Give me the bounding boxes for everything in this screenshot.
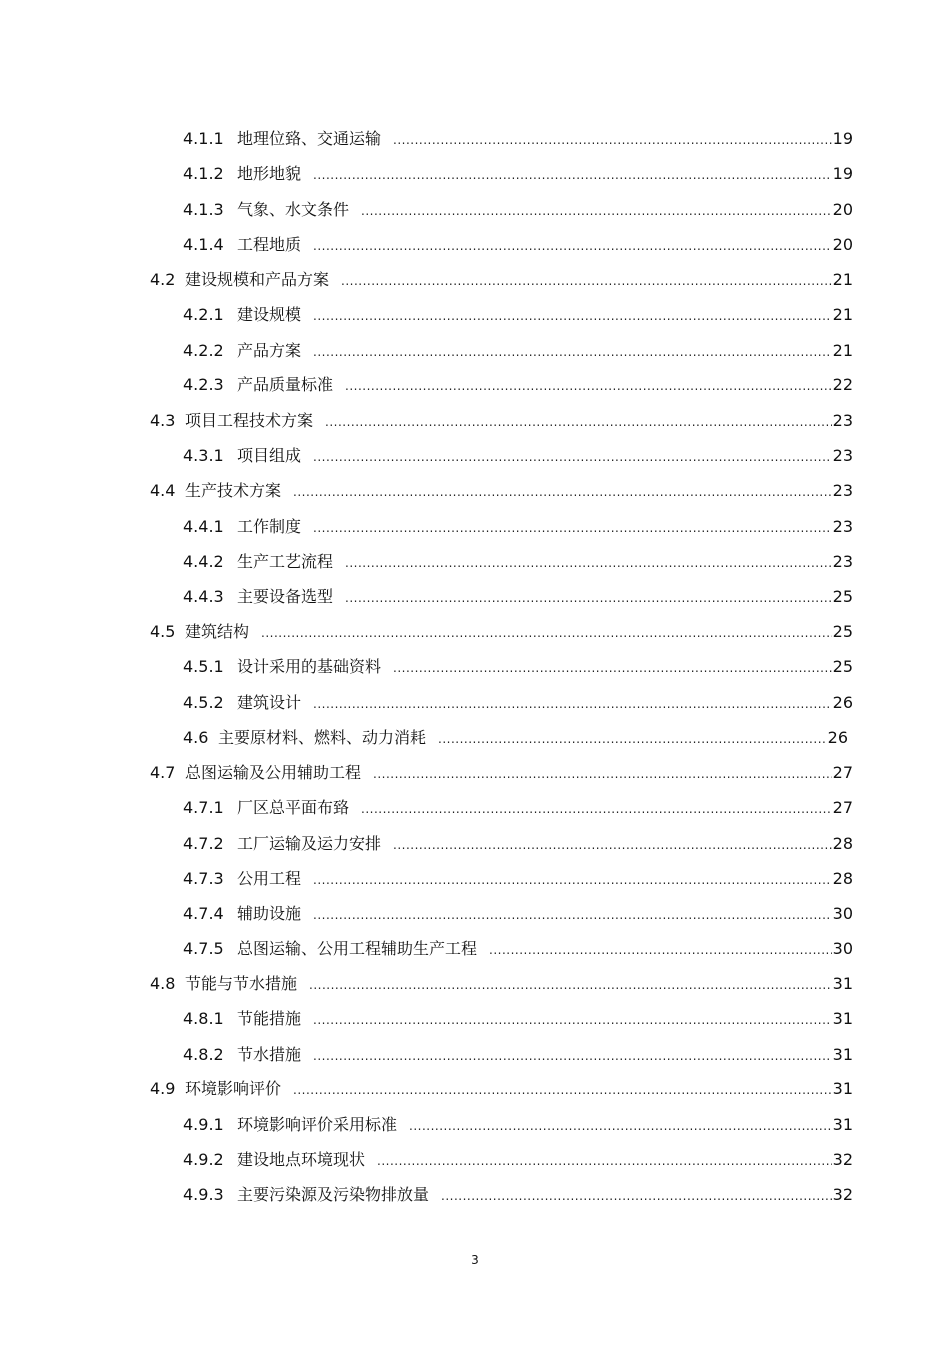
toc-entry-page: 31 — [832, 1045, 853, 1064]
toc-entry-title: 地理位臵、交通运输 — [237, 129, 382, 148]
toc-entry-title: 工程地质 — [237, 235, 302, 254]
page-number: 3 — [471, 1253, 479, 1267]
toc-entry-number: 4.7.3 — [183, 869, 224, 888]
toc-entry-title: 工厂运输及运力安排 — [237, 834, 382, 853]
toc-entry[interactable] — [183, 796, 853, 820]
toc-entry-number: 4.1.3 — [183, 200, 224, 219]
dot-leader — [313, 903, 832, 927]
toc-entry-title: 工作制度 — [237, 517, 302, 536]
toc-entry-page: 28 — [832, 834, 853, 853]
dot-leader — [377, 1149, 832, 1173]
toc-entry-number: 4.1.4 — [183, 235, 224, 254]
dot-leader — [361, 199, 832, 223]
toc-entry-title: 建筑设计 — [237, 693, 302, 712]
toc-entry-page: 19 — [832, 164, 853, 183]
dot-leader — [313, 1044, 832, 1068]
toc-entry-page: 31 — [832, 1079, 853, 1098]
toc-entry-number: 4.4.2 — [183, 552, 224, 571]
dot-leader — [313, 340, 832, 364]
toc-entry-page: 30 — [832, 939, 853, 958]
toc-entry-title: 厂区总平面布臵 — [237, 798, 350, 817]
toc-entry-number: 4.3.1 — [183, 446, 224, 465]
dot-leader — [313, 1008, 832, 1032]
dot-leader — [345, 551, 832, 575]
toc-entry-title: 生产工艺流程 — [237, 552, 334, 571]
dot-leader — [313, 445, 832, 469]
toc-entry-page: 23 — [832, 411, 853, 430]
toc-entry-number: 4.2.3 — [183, 375, 224, 394]
dot-leader — [373, 762, 832, 786]
dot-leader — [409, 1114, 832, 1138]
toc-entry-page: 19 — [832, 129, 853, 148]
toc-entry-number: 4.4 — [150, 481, 176, 500]
toc-entry-number: 4.9.3 — [183, 1185, 224, 1204]
toc-entry[interactable] — [183, 127, 853, 151]
dot-leader — [441, 1184, 832, 1208]
toc-entry-title: 节水措施 — [237, 1045, 302, 1064]
toc-entry-title: 产品质量标准 — [237, 375, 334, 394]
dot-leader — [361, 797, 832, 821]
toc-entry[interactable] — [150, 972, 853, 996]
dot-leader — [393, 833, 832, 857]
toc-entry-page: 23 — [832, 552, 853, 571]
dot-leader — [393, 128, 832, 152]
toc-entry[interactable] — [183, 691, 853, 715]
toc-entry[interactable] — [183, 1148, 853, 1172]
toc-entry-number: 4.2.1 — [183, 305, 224, 324]
toc-entry-number: 4.4.3 — [183, 587, 224, 606]
toc-entry[interactable] — [183, 198, 853, 222]
toc-entry[interactable] — [183, 655, 853, 679]
toc-entry-number: 4.5.2 — [183, 693, 224, 712]
toc-entry-number: 4.9.1 — [183, 1115, 224, 1134]
toc-entry-page: 20 — [832, 235, 853, 254]
toc-entry[interactable] — [183, 515, 853, 539]
toc-entry-page: 25 — [832, 622, 853, 641]
toc-entry-title: 产品方案 — [237, 341, 302, 360]
toc-entry-title: 主要污染源及污染物排放量 — [237, 1185, 430, 1204]
dot-leader — [293, 480, 832, 504]
toc-entry-title: 项目工程技术方案 — [185, 411, 314, 430]
toc-entry-title: 气象、水文条件 — [237, 200, 350, 219]
toc-entry-number: 4.5.1 — [183, 657, 224, 676]
toc-entry[interactable] — [150, 409, 853, 433]
dot-leader — [313, 692, 832, 716]
dot-leader — [341, 269, 832, 293]
toc-entry-title: 建设规模 — [237, 305, 302, 324]
toc-entry[interactable] — [183, 1113, 853, 1137]
toc-entry-page: 27 — [832, 798, 853, 817]
toc-entry-number: 4.1.1 — [183, 129, 224, 148]
toc-entry-page: 22 — [832, 375, 853, 394]
toc-entry-title: 总图运输及公用辅助工程 — [185, 763, 362, 782]
toc-entry[interactable] — [150, 268, 853, 292]
dot-leader — [325, 410, 832, 434]
toc-entry-number: 4.3 — [150, 411, 176, 430]
toc-entry[interactable] — [183, 902, 853, 926]
toc-entry-page: 21 — [832, 270, 853, 289]
toc-entry-number: 4.7.5 — [183, 939, 224, 958]
toc-entry[interactable] — [150, 1077, 853, 1101]
toc-entry-title: 生产技术方案 — [185, 481, 282, 500]
toc-entry-page: 31 — [832, 1009, 853, 1028]
toc-entry-page: 23 — [832, 517, 853, 536]
toc-entry[interactable] — [183, 303, 853, 327]
toc-entry-page: 26 — [827, 728, 848, 747]
toc-entry[interactable] — [183, 1043, 853, 1067]
toc-entry-title: 环境影响评价采用标准 — [237, 1115, 398, 1134]
toc-entry-number: 4.7 — [150, 763, 176, 782]
toc-entry-page: 25 — [832, 587, 853, 606]
toc-entry[interactable] — [183, 585, 853, 609]
toc-entry-number: 4.8 — [150, 974, 176, 993]
toc-entry-number: 4.9.2 — [183, 1150, 224, 1169]
toc-entry-number: 4.1.2 — [183, 164, 224, 183]
toc-entry[interactable] — [183, 726, 848, 750]
toc-entry-number: 4.7.1 — [183, 798, 224, 817]
toc-entry[interactable] — [183, 339, 853, 363]
toc-entry-page: 23 — [832, 446, 853, 465]
toc-entry[interactable] — [183, 1007, 853, 1031]
toc-entry-title: 建设地点环境现状 — [237, 1150, 366, 1169]
toc-entry-title: 地形地貌 — [237, 164, 302, 183]
dot-leader — [313, 304, 832, 328]
toc-entry[interactable] — [150, 479, 853, 503]
toc-entry-page: 23 — [832, 481, 853, 500]
toc-entry-page: 32 — [832, 1150, 853, 1169]
dot-leader — [345, 586, 832, 610]
toc-entry-title: 项目组成 — [237, 446, 302, 465]
toc-entry-page: 20 — [832, 200, 853, 219]
toc-entry-title: 主要原材料、燃料、动力消耗 — [218, 728, 427, 747]
dot-leader — [393, 656, 832, 680]
toc-entry-number: 4.4.1 — [183, 517, 224, 536]
dot-leader — [438, 727, 827, 751]
toc-entry-number: 4.7.4 — [183, 904, 224, 923]
toc-entry-title: 总图运输、公用工程辅助生产工程 — [237, 939, 478, 958]
toc-entry[interactable] — [183, 444, 853, 468]
toc-entry-title: 辅助设施 — [237, 904, 302, 923]
dot-leader — [489, 938, 832, 962]
toc-entry-title: 环境影响评价 — [185, 1079, 282, 1098]
toc-entry-title: 节能措施 — [237, 1009, 302, 1028]
dot-leader — [345, 374, 832, 398]
toc-entry-page: 27 — [832, 763, 853, 782]
toc-entry[interactable] — [183, 832, 853, 856]
toc-entry-number: 4.2 — [150, 270, 176, 289]
toc-entry-number: 4.2.2 — [183, 341, 224, 360]
toc-entry[interactable] — [183, 867, 853, 891]
toc-entry-page: 31 — [832, 1115, 853, 1134]
dot-leader — [313, 868, 832, 892]
toc-entry-title: 设计采用的基础资料 — [237, 657, 382, 676]
toc-entry-title: 节能与节水措施 — [185, 974, 298, 993]
dot-leader — [313, 516, 832, 540]
dot-leader — [309, 973, 832, 997]
toc-entry-page: 28 — [832, 869, 853, 888]
toc-entry-number: 4.5 — [150, 622, 176, 641]
dot-leader — [313, 163, 832, 187]
toc-entry-number: 4.8.2 — [183, 1045, 224, 1064]
toc-entry-page: 25 — [832, 657, 853, 676]
dot-leader — [261, 621, 832, 645]
toc-entry[interactable] — [183, 373, 853, 397]
toc-entry-page: 21 — [832, 305, 853, 324]
toc-entry[interactable] — [183, 233, 853, 257]
toc-entry-number: 4.8.1 — [183, 1009, 224, 1028]
toc-entry[interactable] — [183, 550, 853, 574]
toc-entry-page: 21 — [832, 341, 853, 360]
dot-leader — [293, 1078, 832, 1102]
toc-entry-page: 31 — [832, 974, 853, 993]
toc-entry-title: 建设规模和产品方案 — [185, 270, 330, 289]
toc-entry-number: 4.9 — [150, 1079, 176, 1098]
toc-entry[interactable] — [183, 1183, 853, 1207]
toc-entry[interactable] — [150, 620, 853, 644]
toc-entry-title: 公用工程 — [237, 869, 302, 888]
toc-entry-number: 4.7.2 — [183, 834, 224, 853]
toc-entry[interactable] — [183, 162, 853, 186]
toc-entry-page: 32 — [832, 1185, 853, 1204]
toc-entry[interactable] — [183, 937, 853, 961]
dot-leader — [313, 234, 832, 258]
toc-entry-number: 4.6 — [183, 728, 209, 747]
toc-entry-page: 26 — [832, 693, 853, 712]
toc-entry-title: 主要设备选型 — [237, 587, 334, 606]
toc-entry-page: 30 — [832, 904, 853, 923]
toc-entry-title: 建筑结构 — [185, 622, 250, 641]
toc-entry[interactable] — [150, 761, 853, 785]
